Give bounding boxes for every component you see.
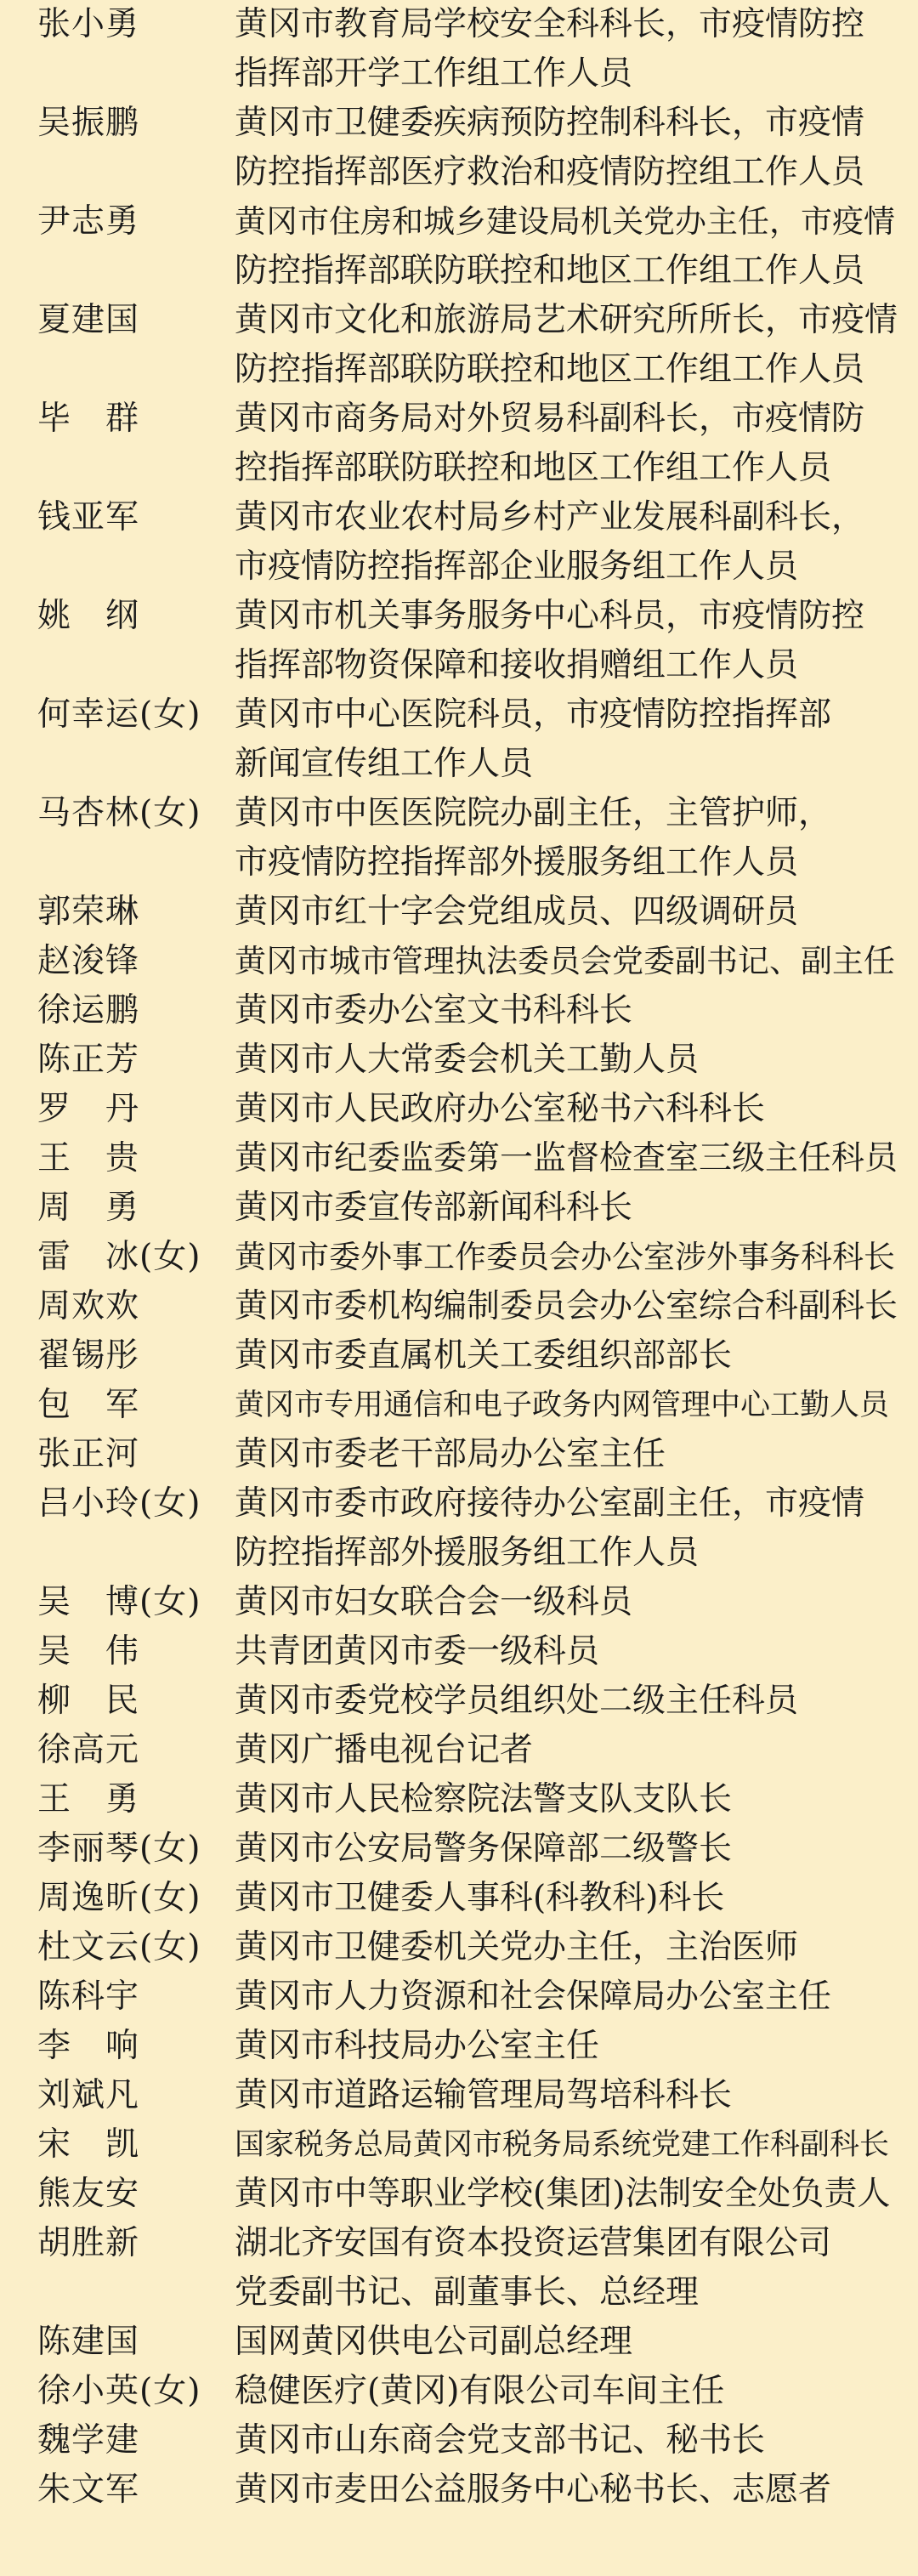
list-item: [0, 1578, 918, 1627]
title-line: 共青团黄冈市委一级科员: [235, 1632, 600, 1671]
list-item: [0, 296, 918, 394]
person-title: [235, 592, 898, 690]
person-name: 马杏林(女): [37, 794, 201, 832]
title-line: 黄冈市卫健委人事科(科教科)科长: [235, 1879, 725, 1917]
person-name: 陈正芳: [37, 1041, 140, 1079]
person-name: 姚 纲: [37, 597, 140, 635]
list-item: [0, 1972, 918, 2022]
list-item: [0, 1874, 918, 1923]
person-title: [235, 888, 898, 937]
list-item: [0, 394, 918, 493]
person-name: 张正河: [37, 1435, 140, 1473]
person-name: 吕小玲(女): [37, 1484, 201, 1523]
list-item: [0, 2170, 918, 2219]
title-line: 控指挥部联防联控和地区工作组工作人员: [235, 449, 832, 487]
list-item: [0, 937, 918, 986]
title-line: 黄冈广播电视台记者: [235, 1731, 534, 1769]
person-title: [235, 2120, 898, 2170]
list-item: [0, 2071, 918, 2120]
list-item: [0, 1331, 918, 1381]
person-title: [235, 1381, 898, 1430]
title-line: 黄冈市住房和城乡建设局机关党办主任，市疫情: [235, 203, 895, 240]
list-item: [0, 1479, 918, 1578]
list-item: [0, 493, 918, 592]
title-line: 湖北齐安国有资本投资运营集团有限公司: [235, 2224, 832, 2262]
person-title: [235, 2219, 898, 2318]
person-name: 李丽琴(女): [37, 1830, 201, 1868]
person-name: 魏学建: [37, 2421, 140, 2460]
title-line: 市疫情防控指挥部外援服务组工作人员: [235, 843, 799, 882]
person-title: [235, 197, 898, 296]
person-name: 柳 民: [37, 1682, 140, 1720]
person-title: [235, 1430, 898, 1479]
list-item: [0, 0, 918, 99]
person-title: [235, 1183, 898, 1233]
title-line: 黄冈市专用通信和电子政务内网管理中心工勤人员: [235, 1388, 890, 1422]
person-name: 郭荣琳: [37, 893, 140, 931]
title-line: 黄冈市农业农村局乡村产业发展科副科长，: [235, 498, 865, 536]
person-name: 赵浚锋: [37, 942, 140, 980]
list-item: [0, 1233, 918, 1282]
title-line: 黄冈市卫健委机关党办主任，主治医师: [235, 1928, 799, 1966]
title-line: 黄冈市委直属机关工委组织部部长: [235, 1336, 733, 1375]
title-line: 黄冈市人力资源和社会保障局办公室主任: [235, 1977, 832, 2016]
person-title: [235, 690, 898, 789]
person-title: [235, 394, 898, 493]
list-item: [0, 1824, 918, 1874]
title-line: 防控指挥部外援服务组工作人员: [235, 1534, 700, 1572]
person-title: [235, 493, 898, 592]
title-line: 党委副书记、副董事长、总经理: [235, 2273, 700, 2312]
title-line: 黄冈市公安局警务保障部二级警长: [235, 1830, 733, 1868]
list-item: [0, 2416, 918, 2465]
list-item: [0, 1381, 918, 1430]
person-title: [235, 1923, 898, 1972]
person-title: [235, 1726, 898, 1775]
list-item: [0, 1282, 918, 1331]
title-line: 黄冈市山东商会党支部书记、秘书长: [235, 2421, 766, 2460]
list-item: [0, 1036, 918, 1085]
person-title: [235, 99, 898, 197]
person-name: 王 勇: [37, 1780, 140, 1819]
person-name: 胡胜新: [37, 2224, 140, 2262]
person-title: [235, 1479, 898, 1578]
person-name: 罗 丹: [37, 1090, 140, 1128]
title-line: 黄冈市委市政府接待办公室副主任，市疫情: [235, 1484, 865, 1523]
list-item: [0, 1775, 918, 1824]
title-line: 市疫情防控指挥部企业服务组工作人员: [235, 548, 799, 586]
title-line: 黄冈市纪委监委第一监督检查室三级主任科员: [235, 1139, 898, 1177]
person-name: 毕 群: [37, 400, 140, 438]
title-line: 黄冈市人民检察院法警支队支队长: [235, 1780, 733, 1819]
person-title: [235, 1282, 898, 1331]
title-line: 黄冈市教育局学校安全科科长，市疫情防控: [235, 5, 865, 43]
title-line: 防控指挥部医疗救治和疫情防控组工作人员: [235, 153, 865, 191]
list-item: [0, 2219, 918, 2318]
person-title: [235, 937, 898, 986]
list-item: [0, 99, 918, 197]
title-line: 新闻宣传组工作人员: [235, 745, 534, 783]
person-title: [235, 1677, 898, 1726]
list-item: [0, 888, 918, 937]
title-line: 黄冈市人民政府办公室秘书六科科长: [235, 1090, 766, 1128]
person-title: [235, 1627, 898, 1677]
person-title: [235, 0, 898, 99]
person-name: 何幸运(女): [37, 695, 201, 734]
person-title: [235, 2071, 898, 2120]
person-name: 钱亚军: [37, 498, 140, 536]
person-name: 尹志勇: [37, 202, 140, 241]
title-line: 黄冈市商务局对外贸易科副科长，市疫情防: [235, 400, 865, 438]
title-line: 国家税务总局黄冈市税务局系统党建工作科副科长: [235, 2128, 890, 2162]
person-name: 陈科宇: [37, 1977, 140, 2016]
person-name: 刘斌凡: [37, 2076, 140, 2114]
person-title: [235, 986, 898, 1036]
person-name: 宋 凯: [37, 2125, 140, 2164]
title-line: 黄冈市科技局办公室主任: [235, 2027, 600, 2065]
person-title: [235, 1824, 898, 1874]
list-item: [0, 592, 918, 690]
list-item: [0, 1134, 918, 1183]
person-title: [235, 1331, 898, 1381]
title-line: 防控指挥部联防联控和地区工作组工作人员: [235, 350, 865, 389]
person-title: [235, 2170, 898, 2219]
title-line: 黄冈市中心医院科员，市疫情防控指挥部: [235, 695, 832, 734]
title-line: 黄冈市人大常委会机关工勤人员: [235, 1041, 700, 1079]
person-title: [235, 789, 898, 888]
person-name: 熊友安: [37, 2175, 140, 2213]
person-name: 周 勇: [37, 1189, 140, 1227]
list-item: [0, 2318, 918, 2367]
person-name: 徐运鹏: [37, 991, 140, 1030]
title-line: 黄冈市红十字会党组成员、四级调研员: [235, 893, 799, 931]
person-title: [235, 1775, 898, 1824]
list-item: [0, 1923, 918, 1972]
list-item: [0, 2022, 918, 2071]
list-item: [0, 2367, 918, 2416]
list-item: [0, 986, 918, 1036]
title-line: 黄冈市妇女联合会一级科员: [235, 1583, 633, 1621]
list-item: [0, 1183, 918, 1233]
title-line: 指挥部开学工作组工作人员: [235, 54, 633, 93]
title-line: 黄冈市麦田公益服务中心秘书长、志愿者: [235, 2471, 832, 2509]
title-line: 黄冈市委办公室文书科科长: [235, 991, 633, 1030]
list-item: [0, 2120, 918, 2170]
list-item: [0, 1430, 918, 1479]
person-name: 周逸昕(女): [37, 1879, 201, 1917]
person-name: 雷 冰(女): [37, 1238, 201, 1276]
person-title: [235, 1874, 898, 1923]
title-line: 黄冈市城市管理执法委员会党委副书记、副主任: [235, 943, 895, 979]
title-line: 黄冈市委宣传部新闻科科长: [235, 1189, 633, 1227]
person-name: 吴振鹏: [37, 104, 140, 142]
title-line: 黄冈市道路运输管理局驾培科科长: [235, 2076, 733, 2114]
list-item: [0, 690, 918, 789]
title-line: 黄冈市委机构编制委员会办公室综合科副科长: [235, 1287, 898, 1325]
title-line: 黄冈市文化和旅游局艺术研究所所长，市疫情: [235, 301, 898, 339]
person-name: 夏建国: [37, 301, 140, 339]
person-name: 翟锡彤: [37, 1336, 140, 1375]
list-item: [0, 2465, 918, 2515]
person-title: [235, 1233, 898, 1282]
person-title: [235, 1085, 898, 1134]
person-title: [235, 2367, 898, 2416]
list-item: [0, 789, 918, 888]
person-title: [235, 1578, 898, 1627]
person-name: 徐小英(女): [37, 2372, 201, 2410]
person-title: [235, 1134, 898, 1183]
person-name: 张小勇: [37, 5, 140, 43]
person-name: 徐高元: [37, 1731, 140, 1769]
person-name: 杜文云(女): [37, 1928, 201, 1966]
person-title: [235, 296, 898, 394]
title-line: 稳健医疗(黄冈)有限公司车间主任: [235, 2372, 725, 2410]
person-title: [235, 1972, 898, 2022]
title-line: 国网黄冈供电公司副总经理: [235, 2323, 633, 2361]
person-name: 李 响: [37, 2027, 140, 2065]
person-title: [235, 2465, 898, 2515]
list-item: [0, 1085, 918, 1134]
person-title: [235, 2022, 898, 2071]
title-line: 黄冈市中等职业学校(集团)法制安全处负责人: [235, 2175, 891, 2213]
title-line: 黄冈市委外事工作委员会办公室涉外事务科科长: [235, 1239, 895, 1275]
person-name: 朱文军: [37, 2471, 140, 2509]
person-name: 陈建国: [37, 2323, 140, 2361]
title-line: 指挥部物资保障和接收捐赠组工作人员: [235, 646, 799, 684]
person-name: 王 贵: [37, 1139, 140, 1177]
person-name: 吴 伟: [37, 1632, 140, 1671]
title-line: 黄冈市委老干部局办公室主任: [235, 1435, 666, 1473]
title-line: 黄冈市委党校学员组织处二级主任科员: [235, 1682, 799, 1720]
title-line: 黄冈市机关事务服务中心科员，市疫情防控: [235, 597, 865, 635]
person-title: [235, 1036, 898, 1085]
title-line: 防控指挥部联防联控和地区工作组工作人员: [235, 252, 865, 290]
person-title: [235, 2318, 898, 2367]
person-name: 周欢欢: [37, 1287, 140, 1325]
title-line: 黄冈市卫健委疾病预防控制科科长，市疫情: [235, 104, 865, 142]
list-item: [0, 197, 918, 296]
person-name: 吴 博(女): [37, 1583, 201, 1621]
title-line: 黄冈市中医医院院办副主任，主管护师，: [235, 794, 832, 832]
person-title: [235, 2416, 898, 2465]
list-item: [0, 1726, 918, 1775]
list-item: [0, 1627, 918, 1677]
person-name: 包 军: [37, 1386, 140, 1424]
list-item: [0, 1677, 918, 1726]
